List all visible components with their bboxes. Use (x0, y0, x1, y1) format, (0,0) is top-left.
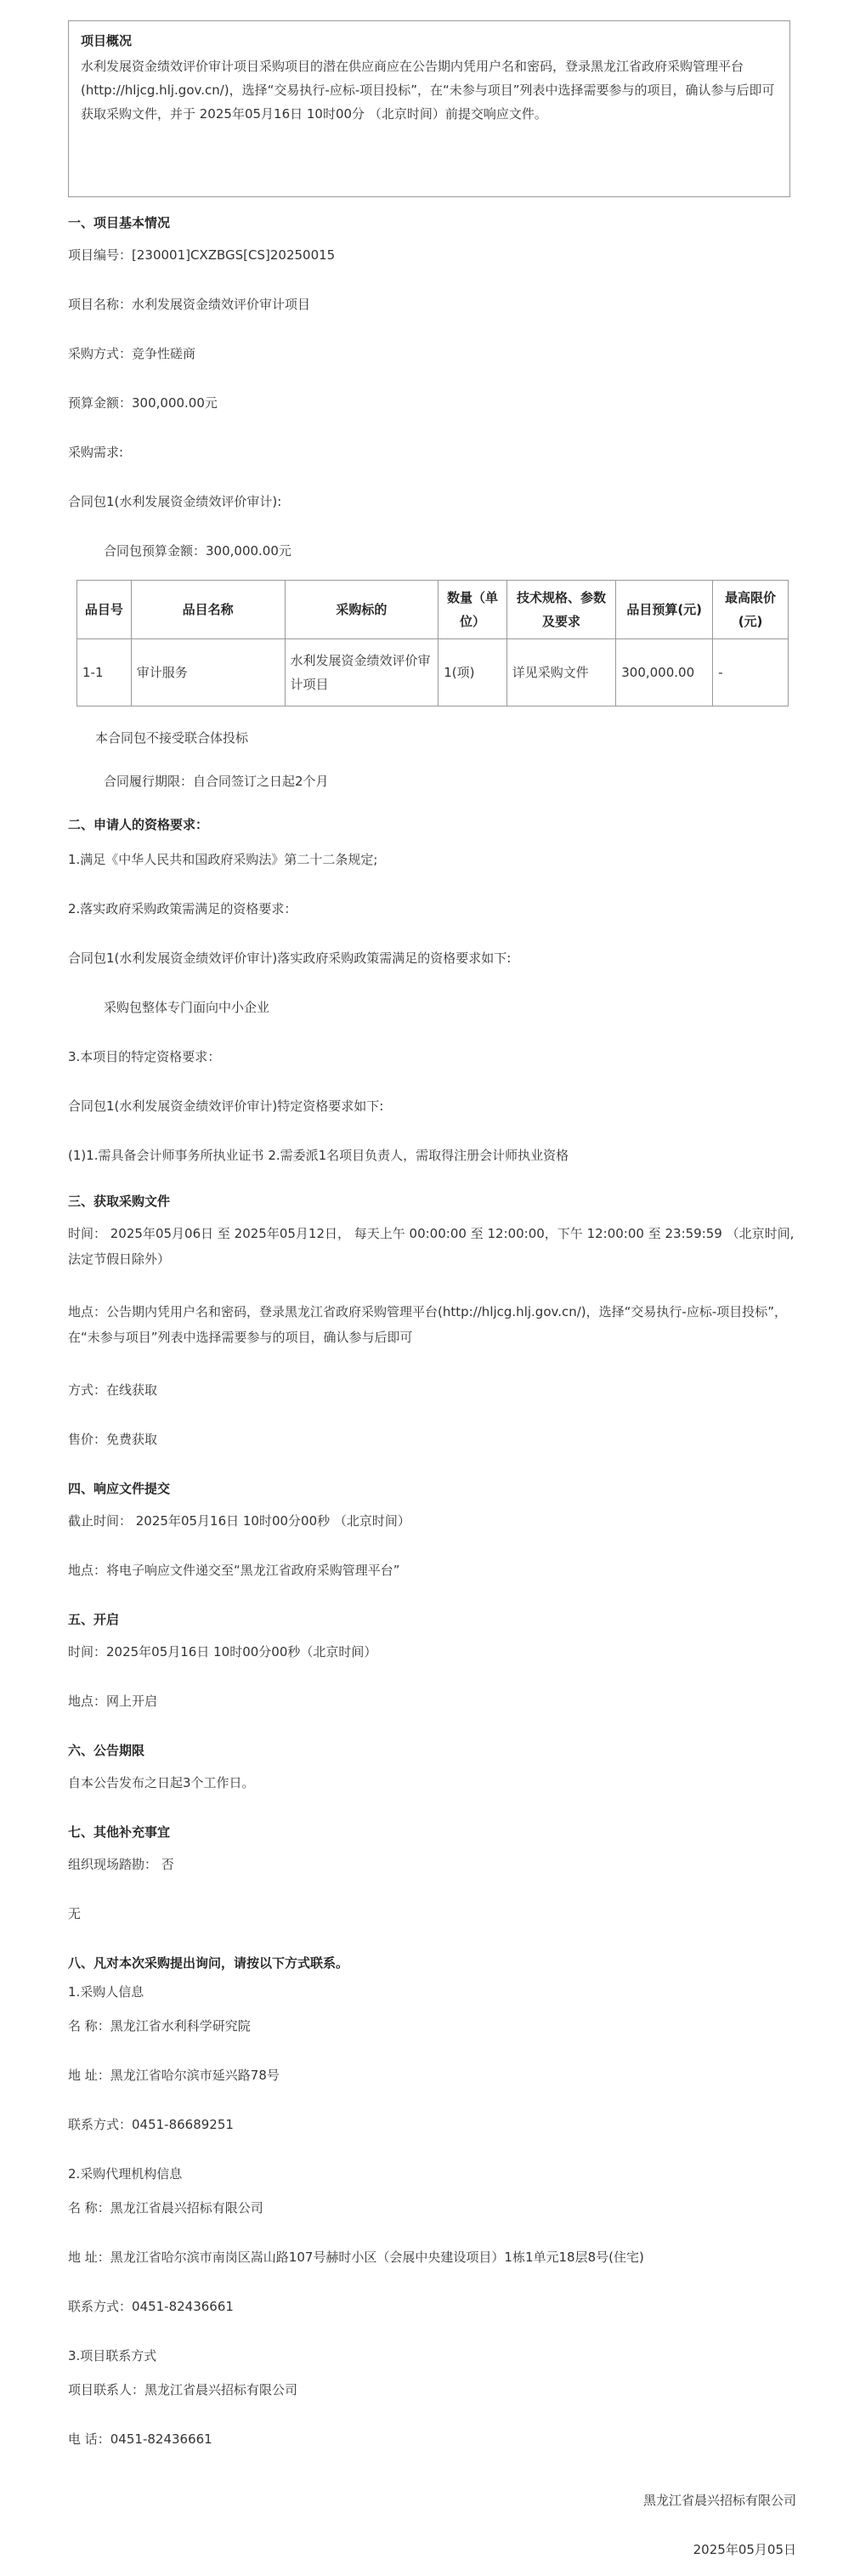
section-5-title: 五、开启 (68, 1612, 120, 1627)
items-table (76, 580, 789, 706)
opening-place: 地点：网上开启 (68, 1694, 158, 1709)
agent-name: 名 称：黑龙江省晨兴招标有限公司 (68, 2200, 263, 2216)
submit-place: 地点：将电子响应文件递交至“黑龙江省政府采购管理平台” (68, 1563, 400, 1578)
cell-budget: 300,000.00 (616, 639, 713, 706)
contract-package: 合同包1(水利发展资金绩效评价审计): (68, 494, 282, 509)
cell-spec: 详见采购文件 (506, 639, 616, 706)
notice-period: 自本公告发布之日起3个工作日。 (68, 1775, 255, 1790)
footer-date: 2025年05月05日 (693, 2542, 796, 2557)
table-row (77, 639, 789, 706)
cell-item-no: 1-1 (77, 639, 132, 706)
site-visit: 组织现场踏勘： 否 (68, 1857, 174, 1872)
acquire-price: 售价：免费获取 (68, 1432, 158, 1447)
requirement-2-package: 合同包1(水利发展资金绩效评价审计)落实政府采购政策需满足的资格要求如下: (68, 950, 512, 966)
agent-contact: 联系方式：0451-82436661 (68, 2299, 234, 2314)
col-max-price: 最高限价(元) (713, 581, 789, 639)
cell-subject: 水利发展资金绩效评价审计项目 (285, 639, 438, 706)
agent-info-title: 2.采购代理机构信息 (68, 2166, 183, 2182)
cell-max-price: - (713, 639, 789, 706)
buyer-name: 名 称：黑龙江省水利科学研究院 (68, 2018, 251, 2034)
footer-organization: 黑龙江省晨兴招标有限公司 (642, 2493, 796, 2508)
requirement-1: 1.满足《中华人民共和国政府采购法》第二十二条规定; (68, 852, 378, 867)
requirement-3-detail: (1)1.需具备会计师事务所执业证书 2.需委派1名项目负责人，需取得注册会计师执业资格 (68, 1148, 569, 1163)
acquire-time: 时间： 2025年05月06日 至 2025年05月12日， 每天上午 00:00:00 至 12:00:00，下午 12:00:00 至 23:59:59 （北京时间,法定节假日除外） (68, 1226, 795, 1267)
section-3-title: 三、获取采购文件 (68, 1194, 171, 1209)
col-quantity: 数量（单位） (438, 581, 506, 639)
col-spec: 技术规格、参数及要求 (506, 581, 616, 639)
procurement-method: 采购方式：竞争性磋商 (68, 346, 196, 361)
requirement-3: 3.本项目的特定资格要求： (68, 1049, 221, 1064)
project-contact-title: 3.项目联系方式 (68, 2348, 157, 2363)
section-6-title: 六、公告期限 (68, 1743, 145, 1758)
acquire-way: 方式：在线获取 (68, 1382, 158, 1398)
project-number: 项目编号：[230001]CXZBGS[CS]20250015 (68, 247, 336, 263)
agent-address: 地 址：黑龙江省哈尔滨市南岗区嵩山路107号赫时小区（会展中央建设项目）1栋1单元18层8号(住宅) (68, 2250, 644, 2265)
project-contact-phone: 电 话：0451-82436661 (68, 2431, 212, 2447)
section-1-title: 一、项目基本情况 (68, 215, 171, 230)
opening-time: 时间：2025年05月16日 10时00分00秒（北京时间） (68, 1644, 377, 1660)
section-4-title: 四、响应文件提交 (68, 1481, 171, 1496)
requirement-2-detail: 采购包整体专门面向中小企业 (104, 1000, 270, 1015)
buyer-contact: 联系方式：0451-86689251 (68, 2117, 234, 2132)
col-subject: 采购标的 (285, 581, 438, 639)
col-item-no: 品目号 (77, 581, 132, 639)
requirement-3-package: 合同包1(水利发展资金绩效评价审计)特定资格要求如下: (68, 1098, 384, 1114)
table-header-row (77, 581, 789, 639)
acquire-place: 地点：公告期内凭用户名和密码，登录黑龙江省政府采购管理平台(http://hljcg.hlj.gov.cn/)，选择“交易执行-应标-项目投标”，在“未参与项目”列表中选择需要参与的项目，确认参与后即可 (68, 1304, 788, 1345)
summary-heading: 项目概况 (81, 33, 133, 48)
col-item-name: 品目名称 (131, 581, 285, 639)
section-8-title: 八、凡对本次采购提出询问，请按以下方式联系。 (68, 1955, 349, 1971)
section-2-title: 二、申请人的资格要求： (68, 817, 209, 832)
no-consortium-note: 本合同包不接受联合体投标 (95, 730, 249, 746)
buyer-info-title: 1.采购人信息 (68, 1984, 144, 2000)
project-contact-person: 项目联系人：黑龙江省晨兴招标有限公司 (68, 2382, 298, 2397)
submit-deadline: 截止时间： 2025年05月16日 10时00分00秒 （北京时间） (68, 1513, 410, 1529)
package-budget: 合同包预算金额：300,000.00元 (104, 543, 291, 559)
summary-text-2: 获取采购文件，并于 2025年05月16日 10时00分 （北京时间）前提交响应文件。 (81, 106, 547, 122)
supplement-none: 无 (68, 1906, 82, 1921)
section-7-title: 七、其他补充事宜 (68, 1824, 171, 1840)
cell-item-name: 审计服务 (131, 639, 285, 706)
summary-text-1: 水利发展资金绩效评价审计项目采购项目的潜在供应商应在公告期内凭用户名和密码，登录黑龙江省政府采购管理平台(http://hljcg.hlj.gov.cn/)，选择“交易执行-应标-项目投标”，在“未参与项目”列表中选择需要参与的项目，确认参与后即可 (81, 59, 775, 98)
project-summary-box (68, 20, 790, 197)
requirement-2: 2.落实政府采购政策需满足的资格要求： (68, 901, 297, 916)
col-budget: 品目预算(元) (616, 581, 713, 639)
cell-quantity: 1(项) (438, 639, 506, 706)
project-name: 项目名称：水利发展资金绩效评价审计项目 (68, 297, 311, 312)
budget-amount: 预算金额：300,000.00元 (68, 395, 218, 411)
procurement-needs: 采购需求: (68, 445, 124, 460)
contract-period: 合同履行期限：自合同签订之日起2个月 (104, 774, 329, 789)
buyer-address: 地 址：黑龙江省哈尔滨市延兴路78号 (68, 2068, 280, 2083)
